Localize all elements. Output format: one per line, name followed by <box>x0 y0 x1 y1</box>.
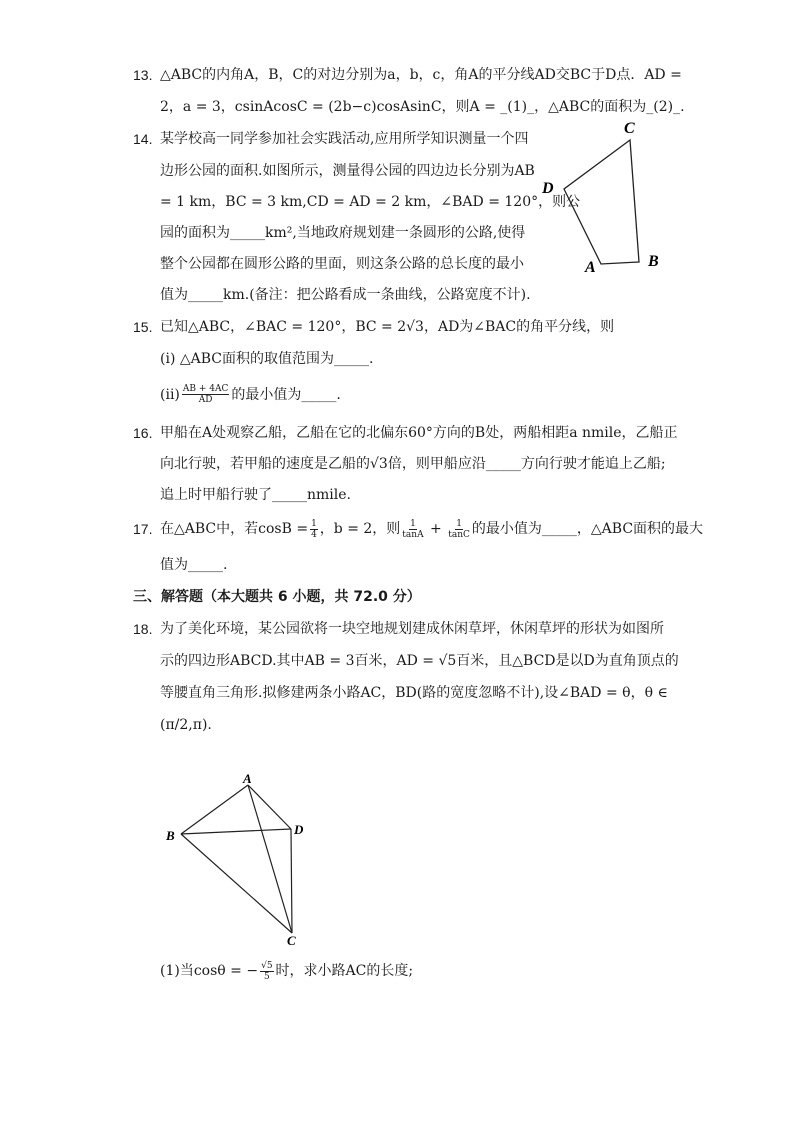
fraction-denominator: tanA <box>402 529 424 540</box>
part-1-text-b: 时，求小路AC的长度; <box>275 963 414 979</box>
vertex-label-d: D <box>542 180 554 197</box>
fraction-denominator: tanC <box>448 529 470 540</box>
question-16-line-3: 追上时甲船行驶了_____nmile. <box>160 487 351 503</box>
question-18-interval: (π/2,π). <box>160 717 212 733</box>
question-16-line-2: 向北行驶，若甲船的速度是乙船的√3倍，则甲船应沿_____方向行驶才能追上乙船; <box>160 456 666 472</box>
question-14-line-4: 园的面积为_____km²,当地政府规划建一条圆形的公路,使得 <box>160 225 526 241</box>
quadrilateral-park-figure <box>535 112 675 282</box>
vertex-label-a: A <box>243 771 252 786</box>
question-13-line-2: 2，a = 3，csinAcosC = (2b−c)cosAsinC，则A = _(1)_，△ABC的面积为_(2)_. <box>160 99 685 115</box>
fraction-denominator: AD <box>198 395 213 405</box>
vertex-label-d: D <box>294 822 304 837</box>
segment-bd <box>181 829 291 834</box>
question-14-line-3: = 1 km，BC = 3 km,CD = AD = 2 km，∠BAD = 120°，则公 <box>160 194 581 210</box>
part-ii-prefix: (ii) <box>160 386 180 403</box>
fraction-one-quarter <box>310 519 318 540</box>
question-18-line-3: 等腰直角三角形.拟修建两条小路AC，BD(路的宽度忽略不计),设∠BAD = θ，θ ∈ <box>160 685 668 701</box>
vertex-label-b: B <box>166 828 175 843</box>
question-17-number: 17. <box>133 521 153 537</box>
section-3-title: 三、解答题（本大题共 6 小题，共 72.0 分） <box>133 589 421 605</box>
question-14-line-2: 边形公园的面积.如图所示，测量得公园的四边边长分别为AB <box>160 163 535 179</box>
question-18-part-1 <box>160 958 413 984</box>
question-14-number: 14. <box>133 131 153 147</box>
fraction-denominator: 5 <box>263 971 270 982</box>
fraction-numerator: 1 <box>410 518 416 529</box>
fraction-numerator: AB + 4AC <box>182 384 229 394</box>
question-18-line-1: 为了美化环境，某公园欲将一块空地规划建成休闲草坪，休闲草坪的形状为如图所 <box>160 621 664 637</box>
question-15-line-3 <box>160 384 341 405</box>
question-16-line-1: 甲船在A处观察乙船，乙船在它的北偏东60°方向的B处，两船相距a nmile，乙船正 <box>160 425 678 441</box>
plus-sign: + <box>425 521 447 537</box>
fraction-numerator: 1 <box>311 518 317 529</box>
question-13-line-1: △ABC的内角A，B，C的对边分别为a，b，c，角A的平分线AD交BC于D点．AD = <box>160 67 682 83</box>
question-15-line-1: 已知△ABC，∠BAC = 120°，BC = 2√3，AD为∠BAC的角平分线，则 <box>160 319 615 335</box>
segment-bc <box>181 834 292 933</box>
question-15-line-2: (i) △ABC面积的取值范围为_____. <box>160 351 374 367</box>
vertex-label-c: C <box>287 933 296 948</box>
question-14-line-5: 整个公园都在圆形公路的里面，则这条公路的总长度的最小 <box>160 256 524 272</box>
q17-text-a: 在△ABC中，若cosB = <box>160 521 309 537</box>
question-15-line-3-text: 的最小值为_____. <box>231 386 341 403</box>
fraction-numerator: 1 <box>456 518 462 529</box>
fraction-numerator: √5 <box>261 960 273 971</box>
question-18-number: 18. <box>133 621 153 637</box>
segment-ab <box>181 785 248 834</box>
vertex-label-a: A <box>585 259 596 276</box>
vertex-label-c: C <box>624 120 635 137</box>
question-14-line-1: 某学校高一同学参加社会实践活动,应用所学知识测量一个四 <box>160 131 529 147</box>
segment-dc <box>291 829 292 933</box>
quadrilateral-outline <box>564 140 639 264</box>
fraction-one-over-tanc <box>448 519 470 540</box>
question-14-line-6: 值为_____km.(备注：把公路看成一条曲线，公路宽度不计). <box>160 287 531 303</box>
question-17-line-2: 值为_____. <box>160 557 228 573</box>
fraction-sqrt5-over-5 <box>260 961 273 982</box>
quadrilateral-lawn-figure <box>160 765 320 950</box>
question-15-number: 15. <box>133 319 153 335</box>
part-1-text-a: (1)当cosθ = − <box>160 963 259 979</box>
fraction-one-over-tana <box>402 519 423 540</box>
question-13-number: 13. <box>133 67 153 83</box>
q17-text-b: ，b = 2，则 <box>319 521 401 537</box>
question-16-number: 16. <box>133 425 153 441</box>
fraction-denominator: 4 <box>311 529 317 540</box>
vertex-label-b: B <box>648 253 659 270</box>
question-17-line-1 <box>160 516 703 542</box>
question-18-line-2: 示的四边形ABCD.其中AB = 3百米，AD = √5百米，且△BCD是以D为直角顶点的 <box>160 653 679 669</box>
q17-text-c: 的最小值为_____，△ABC面积的最大 <box>471 521 704 537</box>
fraction-ab-4ac-over-ad <box>182 384 230 405</box>
section-3-heading <box>133 588 421 606</box>
